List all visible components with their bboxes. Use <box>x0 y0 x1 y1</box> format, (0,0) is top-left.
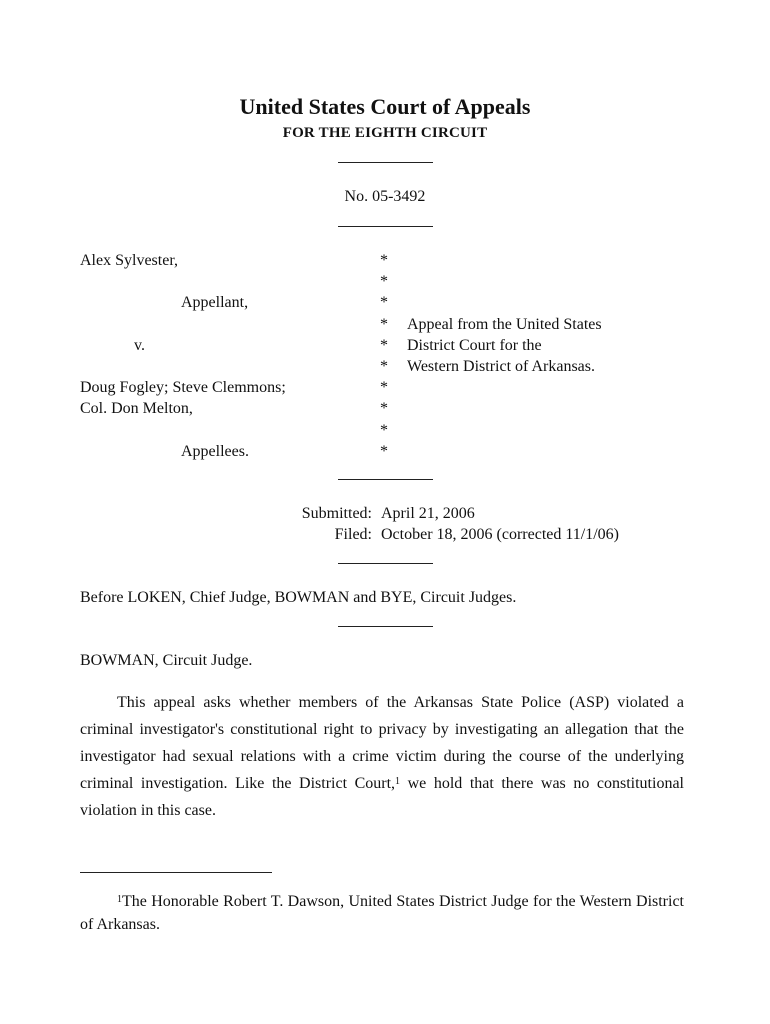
circuit-name: FOR THE EIGHTH CIRCUIT <box>282 125 488 141</box>
appellant-role: Appellant, <box>181 294 249 311</box>
filed-label: Filed: <box>334 526 372 543</box>
court-name: United States Court of Appeals <box>239 94 531 119</box>
caption-star: * <box>380 316 388 333</box>
footnote <box>80 890 684 936</box>
panel-line: Before LOKEN, Chief Judge, BOWMAN and BYE, Circuit Judges. <box>80 589 517 606</box>
appellees-names-line1: Doug Fogley; Steve Clemmons; <box>80 379 286 396</box>
footnote-reference: 1 <box>395 776 401 787</box>
filed-date: October 18, 2006 (corrected 11/1/06) <box>381 526 619 543</box>
opinion-author: BOWMAN, Circuit Judge. <box>80 652 253 669</box>
appellees-role: Appellees. <box>181 443 249 460</box>
opinion-text: This appeal asks whether members of the Arkansas State Police (ASP) violated a criminal investigator's constitutional right to privacy by investigating an allegation that the investigator had sexual relations with a crime victim during the course of the underlying criminal investigation. Like the District Court, <box>80 694 684 792</box>
divider-rule <box>338 162 433 163</box>
footnote-separator <box>80 872 272 873</box>
submitted-label: Submitted: <box>301 505 372 522</box>
caption-star: * <box>380 443 388 460</box>
divider-rule <box>338 626 433 627</box>
versus: v. <box>134 337 145 354</box>
divider-rule <box>338 479 433 480</box>
footnote-text: The Honorable Robert T. Dawson, United States District Judge for the Western District of Arkansas. <box>80 893 684 933</box>
caption-star: * <box>380 252 388 269</box>
caption-star: * <box>380 379 388 396</box>
appeal-from-line: Western District of Arkansas. <box>407 358 595 375</box>
caption-star: * <box>380 294 388 311</box>
divider-rule <box>338 226 433 227</box>
caption-star: * <box>380 337 388 354</box>
appeal-from-line: District Court for the <box>407 337 542 354</box>
opinion-paragraph <box>80 689 684 824</box>
caption-star: * <box>380 273 388 290</box>
opinion-text-continued: we hold that there was no constitutional violation in this case. <box>80 775 684 819</box>
case-number: No. 05-3492 <box>344 188 426 205</box>
caption-star: * <box>380 400 388 417</box>
appellees-names-line2: Col. Don Melton, <box>80 400 193 417</box>
appellant-name: Alex Sylvester, <box>80 252 179 269</box>
submitted-date: April 21, 2006 <box>381 505 475 522</box>
appeal-from-line: Appeal from the United States <box>407 316 602 333</box>
footnote-marker: 1 <box>117 894 122 905</box>
divider-rule <box>338 563 433 564</box>
caption-star: * <box>380 422 388 439</box>
caption-star: * <box>380 358 388 375</box>
